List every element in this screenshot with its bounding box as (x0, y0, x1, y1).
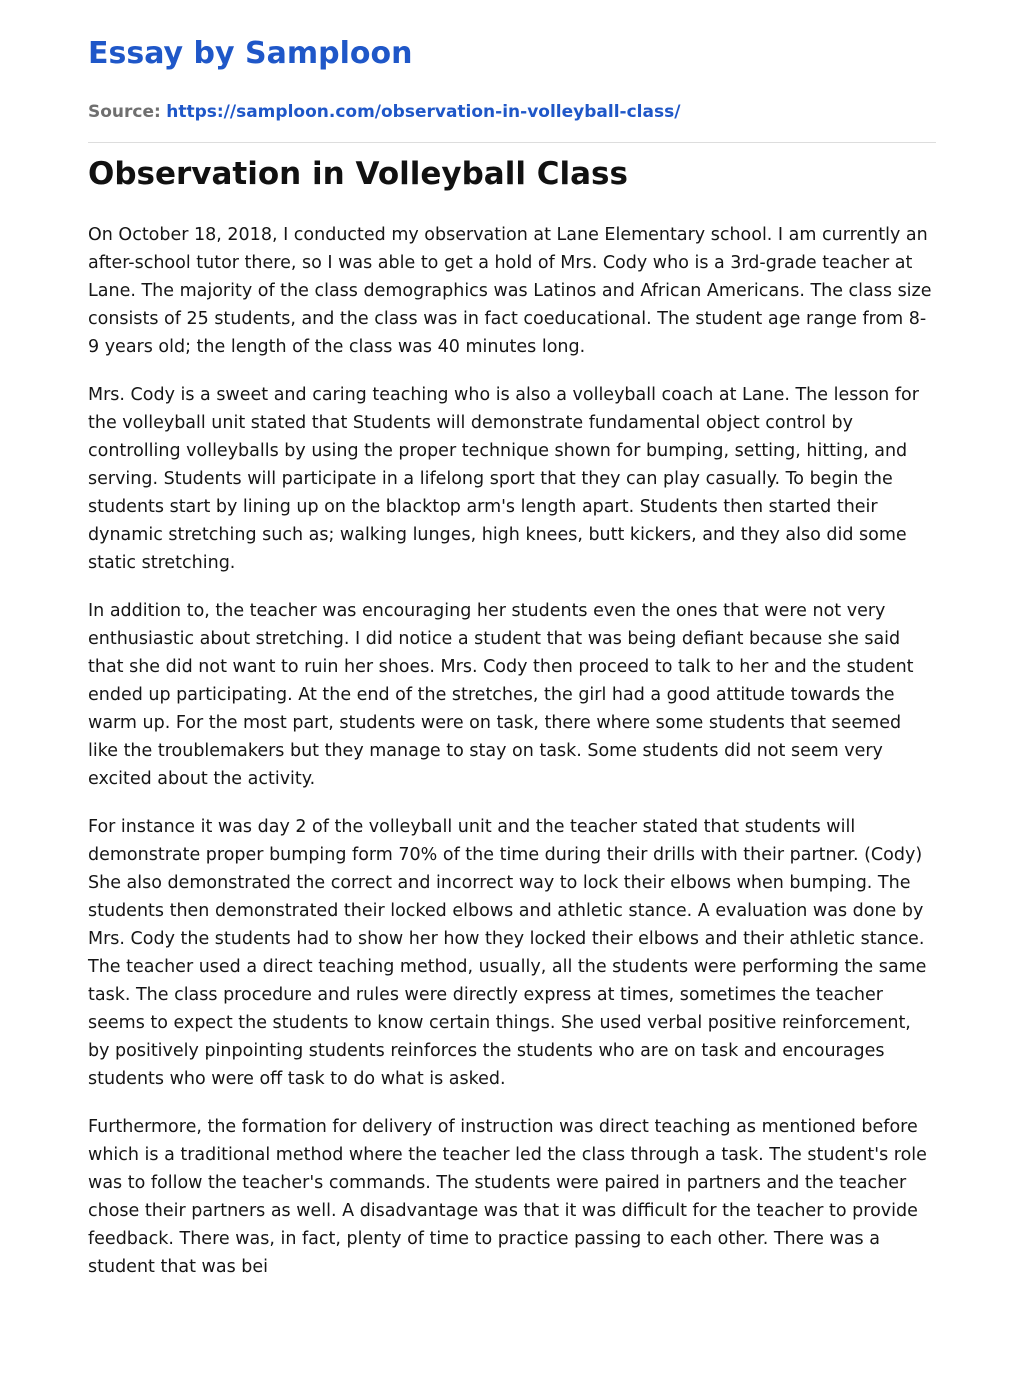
essay-body (88, 221, 936, 1301)
source-link[interactable]: https://samploon.com/observation-in-volleyball-class/ (166, 102, 681, 122)
essay-paragraph-5: Furthermore, the formation for delivery of instruction was direct teaching as mentioned before which is a traditional method where the teacher led the class through a task. The student's role was to follow the teacher's commands. The students were paired in partners and the teacher chose their partners as well. A disadvantage was that it was difficult for the teacher to provide feedback. There was, in fact, plenty of time to practice passing to each other. There was a student that was bei (88, 1117, 927, 1277)
essay-title: Observation in Volleyball Class (88, 156, 628, 192)
essay-paragraph-1: On October 18, 2018, I conducted my observation at Lane Elementary school. I am currently an after-school tutor there, so I was able to get a hold of Mrs. Cody who is a 3rd-grade teacher at Lane. The majority of the class demographics was Latinos and African Americans. The class size consists of 25 students, and the class was in fact coeducational. The student age range from 8-9 years old; the length of the class was 40 minutes long. (88, 225, 932, 357)
essay-paragraph-2: Mrs. Cody is a sweet and caring teaching who is also a volleyball coach at Lane. The lesson for the volleyball unit stated that Students will demonstrate fundamental object control by controlling volleyballs by using the proper technique shown for bumping, setting, hitting, and serving. Students will participate in a lifelong sport that they can play casually. To begin the students start by lining up on the blacktop arm's length apart. Students then started their dynamic stretching such as; walking lunges, high knees, butt kickers, and they also did some static stretching. (88, 385, 919, 573)
source-label: Source: (88, 102, 161, 122)
header-divider (88, 142, 936, 143)
essay-paragraph-3: In addition to, the teacher was encouraging her students even the ones that were not very enthusiastic about stretching. I did notice a student that was being defiant because she said that she did not want to ruin her shoes. Mrs. Cody then proceed to talk to her and the student ended up participating. At the end of the stretches, the girl had a good attitude towards the warm up. For the most part, students were on task, there where some students that seemed like the troublemakers but they manage to stay on task. Some students did not seem very excited about the activity. (88, 601, 914, 789)
brand-heading: Essay by Samploon (88, 36, 413, 71)
source-line (88, 102, 680, 122)
essay-paragraph-4: For instance it was day 2 of the volleyball unit and the teacher stated that students will demonstrate proper bumping form 70% of the time during their drills with their partner. (Cody) She also demonstrated the correct and incorrect way to lock their elbows when bumping. The students then demonstrated their locked elbows and athletic stance. A evaluation was done by Mrs. Cody the students had to show her how they locked their elbows and their athletic stance. The teacher used a direct teaching method, usually, all the students were performing the same task. The class procedure and rules were directly express at times, sometimes the teacher seems to expect the students to know certain things. She used verbal positive reinforcement, by positively pinpointing students reinforces the students who are on task and encourages students who were off task to do what is asked. (88, 817, 927, 1089)
